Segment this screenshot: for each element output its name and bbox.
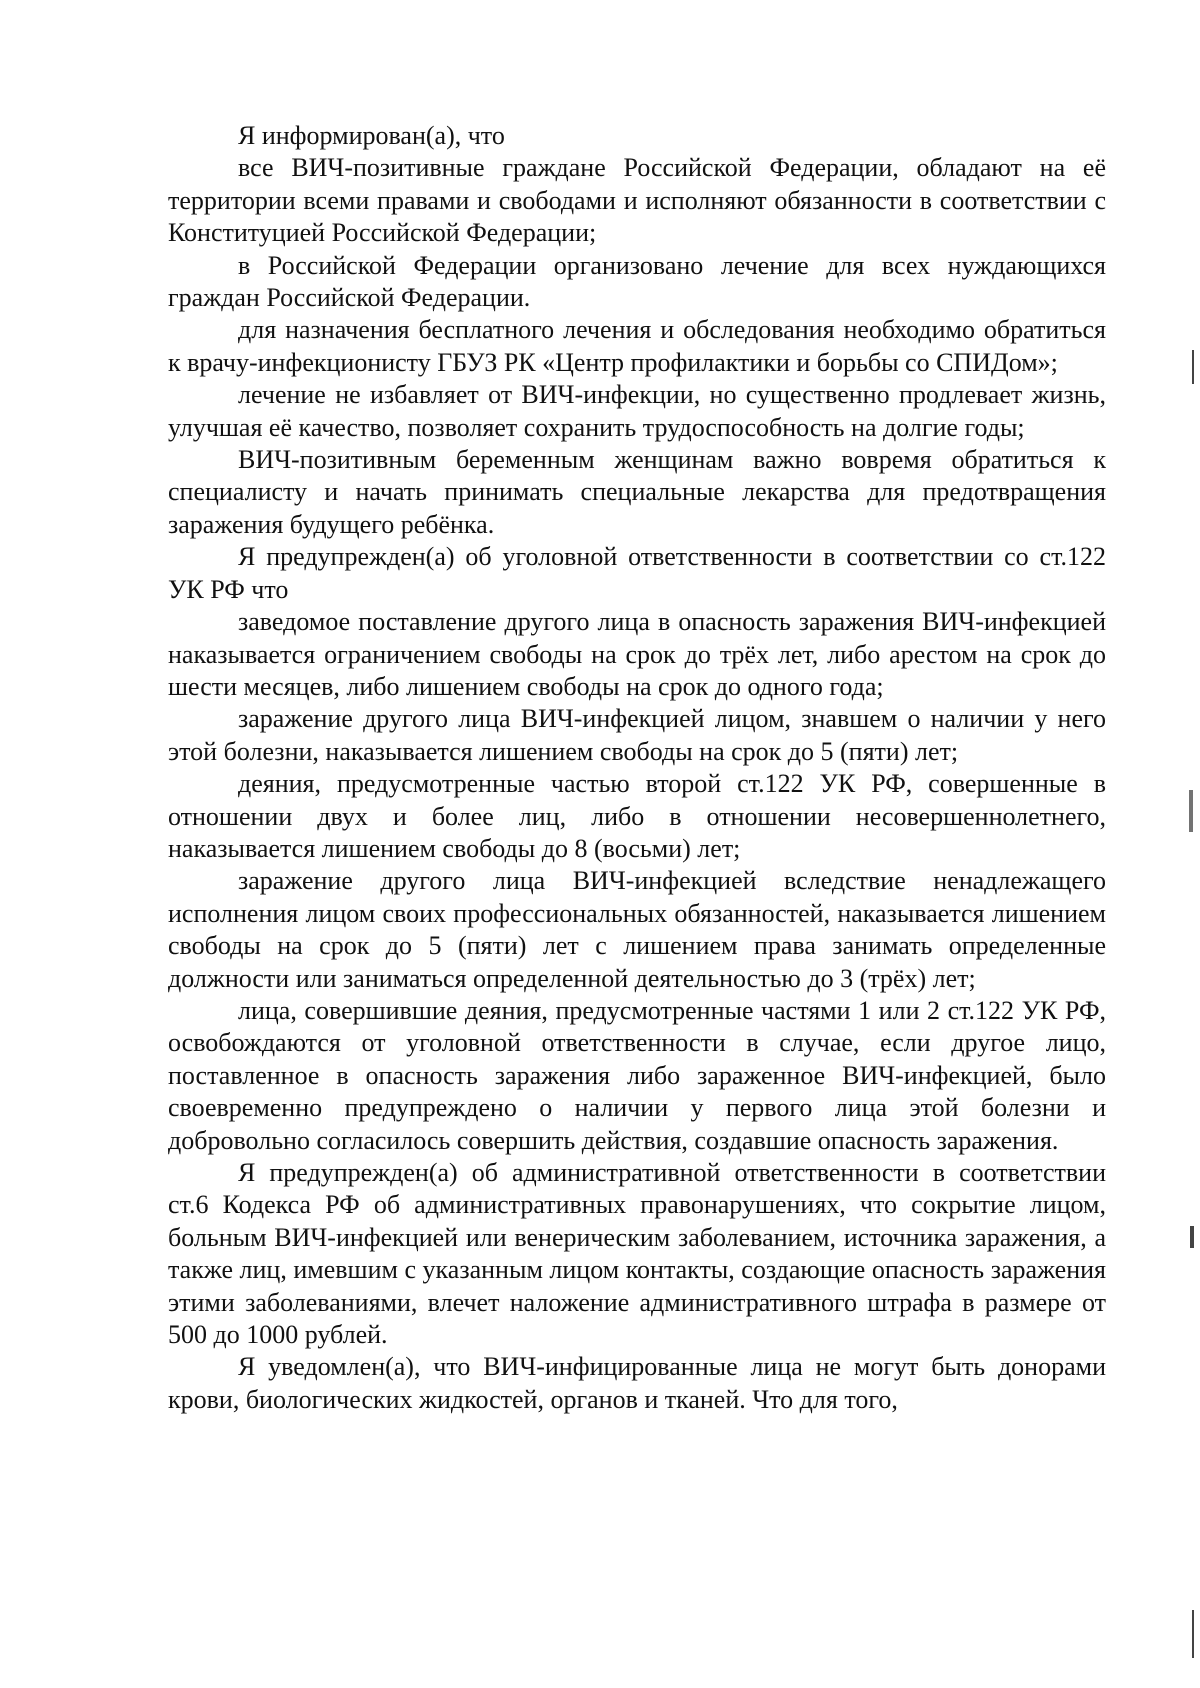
paragraph-rights: все ВИЧ-позитивные граждане Российской Федерации, обладают на её территории всеми правами и свободами и исполняют обязанности в соответствии с Конституцией Российской Федерации;	[168, 153, 1106, 248]
paragraph-pregnant: ВИЧ-позитивным беременным женщинам важно вовремя обратиться к специалисту и начать принимать специальные лекарства для предотвращения заражения будущего ребёнка.	[168, 445, 1106, 539]
paragraph-criminal-liability: Я предупрежден(а) об уголовной ответственности в соответствии со ст.122 УК РФ что	[168, 542, 1106, 604]
paragraph-treatment-effect: лечение не избавляет от ВИЧ-инфекции, но существенно продлевает жизнь, улучшая её качество, позволяет сохранить трудоспособность на долгие годы;	[168, 380, 1106, 442]
paragraph-infecting: заражение другого лица ВИЧ-инфекцией лицом, знавшем о наличии у него этой болезни, наказывается лишением свободы на срок до 5 (пяти) лет;	[168, 704, 1106, 766]
paragraph-exemption: лица, совершившие деяния, предусмотренные частями 1 или 2 ст.122 УК РФ, освобождаются от уголовной ответственности в случае, если другое лицо, поставленное в опасность заражения либо зараженное ВИЧ-инфекцией, было своевременно предупреждено о наличии у первого лица этой болезни и добровольно согласилось совершить действия, создавшие опасность заражения.	[168, 995, 1106, 1155]
paragraph-multiple-persons: деяния, предусмотренные частью второй ст.122 УК РФ, совершенные в отношении двух и более лиц, либо в отношении несовершеннолетнего, наказывается лишением свободы до 8 (восьми) лет;	[168, 769, 1106, 863]
paragraph-informed: Я информирован(а), что	[238, 121, 505, 150]
scan-artifact	[1192, 1610, 1194, 1658]
scan-artifact	[1192, 350, 1194, 384]
document-body	[168, 120, 1106, 1416]
paragraph-treatment: в Российской Федерации организовано лечение для всех нуждающихся граждан Российской Федерации.	[168, 250, 1106, 313]
scan-artifact	[1190, 1226, 1194, 1248]
paragraph-professional-duties: заражение другого лица ВИЧ-инфекцией вследствие ненадлежащего исполнения лицом своих профессиональных обязанностей, наказывается лишением свободы на срок до 5 (пяти) лет с лишением права занимать определенные должности или заниматься определенной деятельностью до 3 (трёх) лет;	[168, 866, 1106, 993]
paragraph-free-treatment: для назначения бесплатного лечения и обследования необходимо обратиться к врачу-инфекционисту ГБУЗ РК «Центр профилактики и борьбы со СПИДом»;	[168, 315, 1106, 377]
paragraph-endangering: заведомое поставление другого лица в опасность заражения ВИЧ-инфекцией наказывается ограничением свободы на срок до трёх лет, либо арестом на срок до шести месяцев, либо лишением свободы на срок до одного года;	[168, 607, 1106, 701]
paragraph-donors: Я уведомлен(а), что ВИЧ-инфицированные лица не могут быть донорами крови, биологических жидкостей, органов и тканей. Что для того,	[168, 1352, 1106, 1414]
paragraph-administrative-liability: Я предупрежден(а) об административной ответственности в соответствии ст.6 Кодекса РФ об административных правонарушениях, что сокрытие лицом, больным ВИЧ-инфекцией или венерическим заболеванием, источника заражения, а также лиц, имевшим с указанным лицом контакты, создающие опасность заражения этими заболеваниями, влечет наложение административного штрафа в размере от 500 до 1000 рублей.	[168, 1158, 1106, 1350]
scan-artifact	[1189, 790, 1193, 832]
